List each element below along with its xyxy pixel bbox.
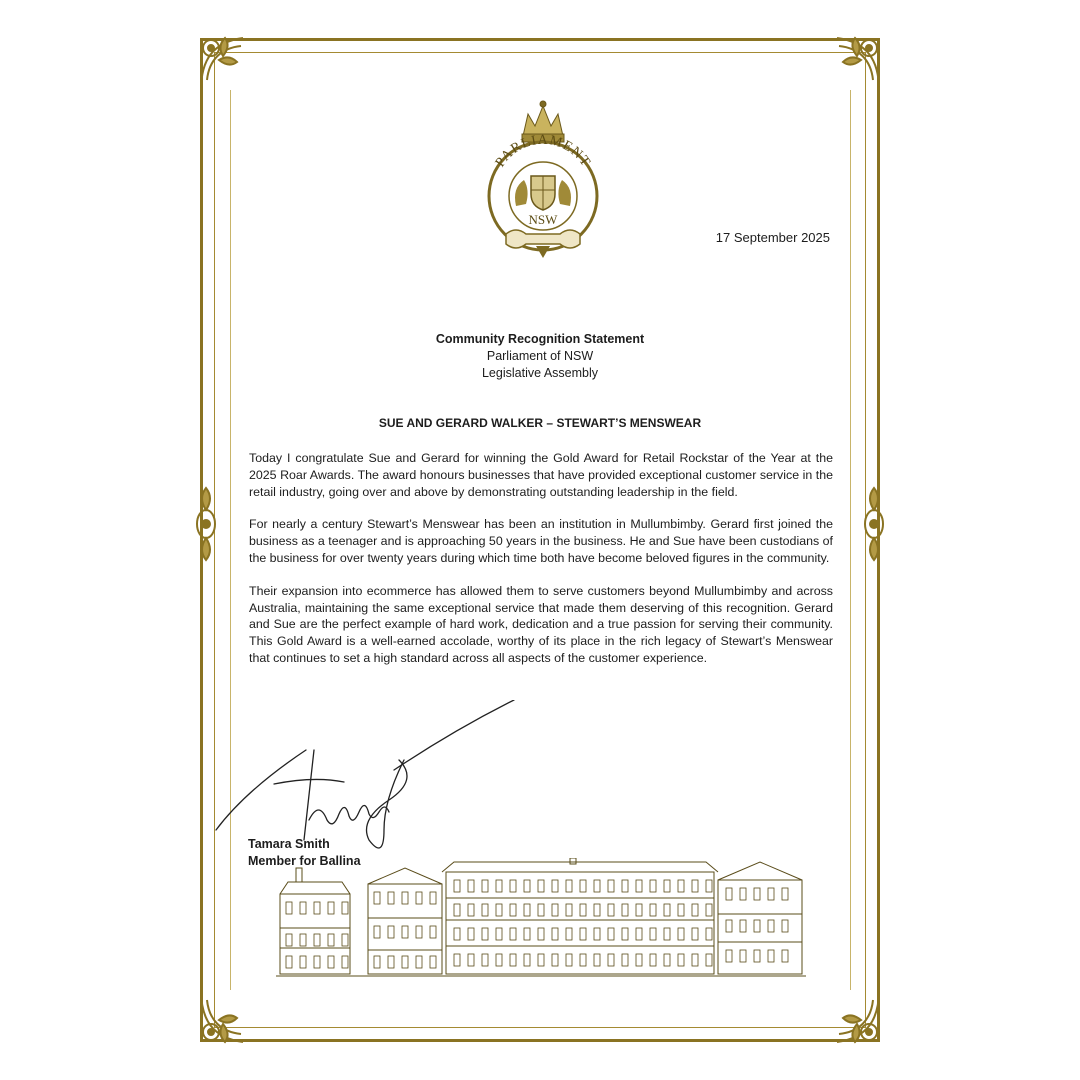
building-window [328,956,334,968]
building-window [608,954,614,966]
building-window [768,920,774,932]
building-window [454,928,460,940]
parliament-house-illustration [276,858,806,980]
building-window [740,950,746,962]
building-window [636,954,642,966]
building-window [300,902,306,914]
building-window [482,954,488,966]
building-window [496,928,502,940]
building-window [538,880,544,892]
building-window [416,926,422,938]
building-window [740,888,746,900]
building-window [468,928,474,940]
building-window [622,880,628,892]
institution-name: Parliament of NSW [486,349,594,363]
building-window [468,954,474,966]
building-window [622,904,628,916]
building-window [566,904,572,916]
building-window [678,954,684,966]
building-window [566,880,572,892]
building-window [782,920,788,932]
building-window [706,904,712,916]
corner-ornament-bottom-right-icon [817,980,887,1050]
building-window [482,904,488,916]
building-window [538,928,544,940]
building-window [510,880,516,892]
building-window [538,954,544,966]
building-window [754,950,760,962]
building-window [416,956,422,968]
building-window [388,956,394,968]
building-window [664,904,670,916]
chamber-name: Legislative Assembly [481,366,599,380]
border-rule-right [850,90,851,990]
building-window [650,928,656,940]
building-window [524,928,530,940]
building-window [496,954,502,966]
building-window [664,954,670,966]
building-window [430,926,436,938]
statement-heading [330,331,750,382]
building-window [328,902,334,914]
building-window [416,892,422,904]
building-window [496,880,502,892]
building-window [768,888,774,900]
building-window [692,928,698,940]
building-window [650,904,656,916]
building-window [552,954,558,966]
signatory-name: Tamara Smith [248,837,330,851]
building-window [510,954,516,966]
document-title: SUE AND GERARD WALKER – STEWART’S MENSWEAR [378,416,702,430]
building-window [636,928,642,940]
building-window [678,904,684,916]
building-window [538,904,544,916]
building-window [580,954,586,966]
building-window [468,880,474,892]
document-date: 17 September 2025 [715,230,830,245]
building-window [636,904,642,916]
building-window [286,956,292,968]
building-window [374,956,380,968]
building-window [524,880,530,892]
building-window [594,954,600,966]
paragraph: Their expansion into ecommerce has allowed them to serve customers beyond Mullumbimby and across Australia, maintaining the same exceptional service that made them deserving of this recognition. Gerard and Sue are the perfect example of hard work, dedication and a true passion for serving their community. This Gold Award is a well-earned accolade, worthy of its place in the rich legacy of Stewart’s Menswear that continues to set a high standard across all aspects of the customer experience. [249,583,833,665]
building-window [650,880,656,892]
building-window [706,954,712,966]
building-window [692,954,698,966]
building-window [678,880,684,892]
building-window [552,928,558,940]
side-ornament-left-icon [193,484,219,564]
building-window [782,950,788,962]
building-window [402,926,408,938]
crest-text-top: PARLIAMENT [492,132,594,171]
building-window [388,892,394,904]
building-window [608,880,614,892]
building-window [552,904,558,916]
building-window [510,904,516,916]
building-window [726,950,732,962]
corner-ornament-bottom-left-icon [193,980,263,1050]
statement-title: Community Recognition Statement [435,332,645,346]
building-window [482,928,488,940]
building-window [622,928,628,940]
building-window [608,928,614,940]
side-ornament-right-icon [861,484,887,564]
building-window [768,950,774,962]
building-window [622,954,628,966]
crest-text-bottom: NSW [528,212,558,227]
building-window [342,902,348,914]
building-window [328,934,334,946]
corner-ornament-top-right-icon [817,30,887,100]
building-window [468,904,474,916]
building-window [650,954,656,966]
building-window [286,934,292,946]
building-window [636,880,642,892]
building-window [594,928,600,940]
building-window [430,956,436,968]
building-window [580,904,586,916]
building-window [454,904,460,916]
svg-text:PARLIAMENT [493,133,593,170]
corner-ornament-top-left-icon [193,30,263,100]
building-window [664,880,670,892]
building-window [374,892,380,904]
building-window [608,904,614,916]
building-window [678,928,684,940]
building-window [402,892,408,904]
building-window [754,888,760,900]
document-body [249,450,833,683]
paragraph: For nearly a century Stewart’s Menswear has been an institution in Mullumbimby. Gerard first joined the business as a teenager and is approaching 50 years in the business. He and Sue have been custodians of the business for over twenty years during which time both have become beloved figures in the community. [249,517,833,565]
building-window [314,902,320,914]
building-window [286,902,292,914]
building-window [580,880,586,892]
building-window [524,954,530,966]
building-window [566,928,572,940]
building-window [726,920,732,932]
building-window [594,904,600,916]
building-window [374,926,380,938]
building-window [594,880,600,892]
building-window [402,956,408,968]
building-window [300,956,306,968]
building-window [726,888,732,900]
building-window [314,934,320,946]
parliament-nsw-crest-icon [478,96,608,266]
building-window [754,920,760,932]
building-window [454,954,460,966]
building-window [706,928,712,940]
building-window [496,904,502,916]
building-window [314,956,320,968]
building-window [342,956,348,968]
building-window [706,880,712,892]
paragraph: Today I congratulate Sue and Gerard for winning the Gold Award for Retail Rockstar of the Year at the 2025 Roar Awards. The award honours businesses that have provided exceptional customer service in the retail industry, going over and above by demonstrating outstanding leadership in the field. [249,451,833,499]
signatory-role: Member for Ballina [248,854,361,868]
building-window [664,928,670,940]
building-window [388,926,394,938]
building-window [692,880,698,892]
building-window [566,954,572,966]
building-window [740,920,746,932]
building-window [430,892,436,904]
building-window [782,888,788,900]
building-window [300,934,306,946]
building-window [482,880,488,892]
building-window [454,880,460,892]
building-window [510,928,516,940]
building-window [342,934,348,946]
building-window [580,928,586,940]
building-window [524,904,530,916]
building-window [692,904,698,916]
building-window [552,880,558,892]
